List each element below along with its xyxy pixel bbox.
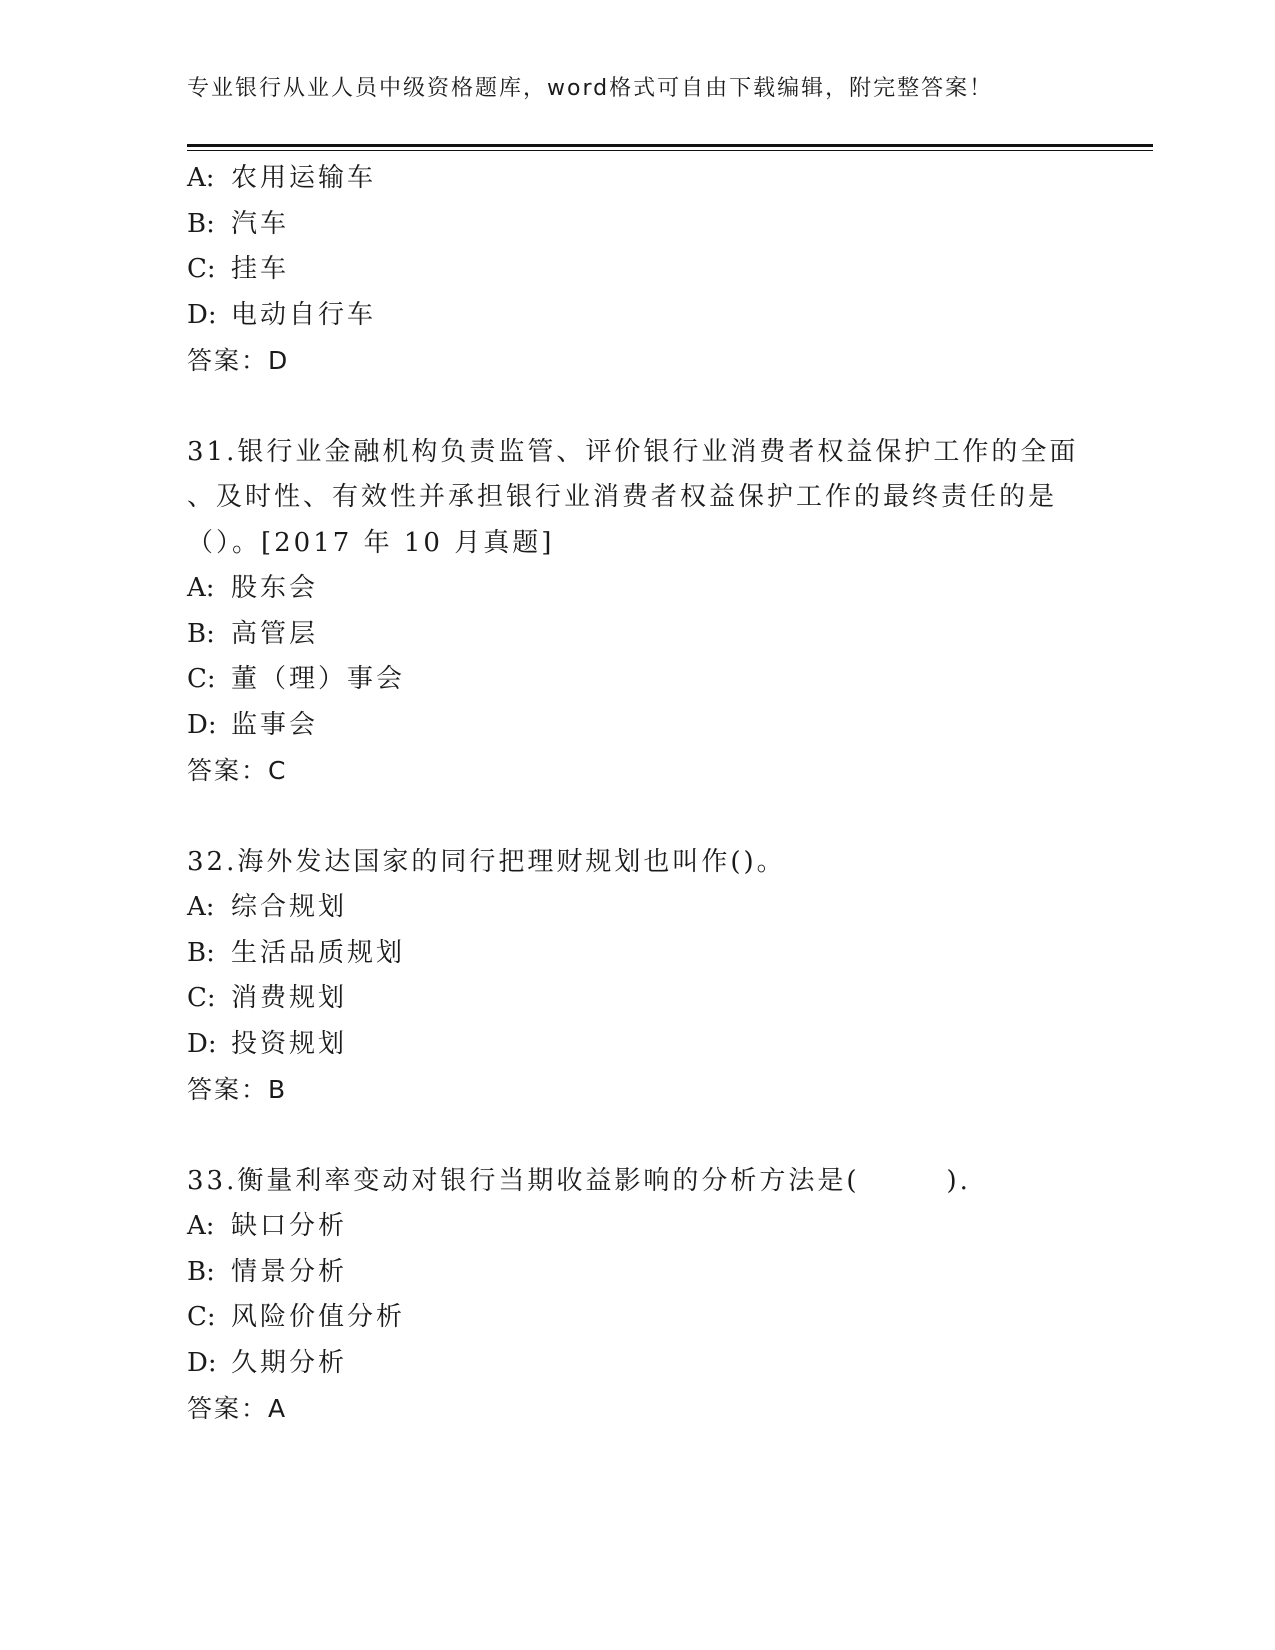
option-text: 投资规划 — [231, 1028, 348, 1059]
option-b — [187, 612, 1087, 658]
option-text: 久期分析 — [231, 1347, 348, 1378]
option-text: 股东会 — [231, 573, 319, 603]
option-text: 缺口分析 — [231, 1211, 348, 1241]
header-rule-thick — [187, 144, 1153, 147]
question-31 — [187, 430, 1087, 794]
option-a — [187, 885, 1087, 931]
answer-line: 答案：D — [187, 346, 290, 375]
option-text: 电动自行车 — [231, 299, 377, 330]
option-letter: D: — [187, 299, 217, 330]
question-text-line: 、及时性、有效性并承担银行业消费者权益保护工作的最终责任的是 — [187, 482, 1058, 512]
question-30-tail — [187, 156, 1087, 384]
option-b — [187, 202, 1087, 248]
option-text: 风险价值分析 — [231, 1302, 406, 1332]
question-32 — [187, 840, 1087, 1113]
option-letter: A: — [187, 573, 215, 603]
option-d — [187, 703, 1087, 749]
option-letter: D: — [187, 1347, 217, 1378]
header-rule-thin — [187, 150, 1153, 151]
option-b — [187, 931, 1087, 977]
option-letter: A: — [187, 163, 215, 193]
option-c — [187, 247, 1087, 293]
option-text: 董（理）事会 — [231, 664, 406, 694]
option-d — [187, 1022, 1087, 1068]
option-letter: D: — [187, 709, 217, 740]
option-text: 监事会 — [231, 709, 319, 740]
question-text-line: 32.海外发达国家的同行把理财规划也叫作()。 — [187, 846, 786, 877]
answer-line: 答案：C — [187, 756, 288, 785]
option-d — [187, 293, 1087, 339]
option-letter: B: — [187, 937, 215, 968]
option-c — [187, 976, 1087, 1022]
option-text: 生活品质规划 — [231, 937, 406, 968]
option-c — [187, 657, 1087, 703]
option-letter: C: — [187, 1302, 216, 1332]
option-text: 综合规划 — [231, 892, 348, 922]
option-text: 农用运输车 — [231, 163, 377, 193]
option-d — [187, 1341, 1087, 1387]
option-text: 汽车 — [231, 208, 290, 239]
option-letter: B: — [187, 1256, 215, 1287]
answer-line: 答案：A — [187, 1394, 288, 1423]
option-text: 挂车 — [231, 254, 290, 284]
option-a — [187, 566, 1087, 612]
option-letter: A: — [187, 1211, 215, 1241]
option-text: 情景分析 — [231, 1256, 348, 1287]
option-letter: C: — [187, 254, 216, 284]
option-letter: D: — [187, 1028, 217, 1059]
option-letter: B: — [187, 618, 215, 649]
option-letter: C: — [187, 983, 216, 1013]
option-text: 高管层 — [231, 618, 319, 649]
option-letter: B: — [187, 208, 215, 239]
option-a — [187, 1204, 1087, 1250]
answer-line: 答案：B — [187, 1075, 288, 1104]
option-letter: C: — [187, 664, 216, 694]
option-text: 消费规划 — [231, 983, 348, 1013]
question-33 — [187, 1159, 1087, 1432]
option-letter: A: — [187, 892, 215, 922]
page-header: 专业银行从业人员中级资格题库，word格式可自由下载编辑，附完整答案！ — [187, 76, 994, 101]
question-list — [187, 156, 1087, 1432]
question-text-line: 31.银行业金融机构负责监管、评价银行业消费者权益保护工作的全面 — [187, 436, 1079, 467]
question-text-line: （）。[2017 年 10 月真题] — [187, 527, 555, 558]
question-text-line: 33.衡量利率变动对银行当期收益影响的分析方法是( ). — [187, 1165, 971, 1196]
option-c — [187, 1295, 1087, 1341]
option-a — [187, 156, 1087, 202]
option-b — [187, 1250, 1087, 1296]
